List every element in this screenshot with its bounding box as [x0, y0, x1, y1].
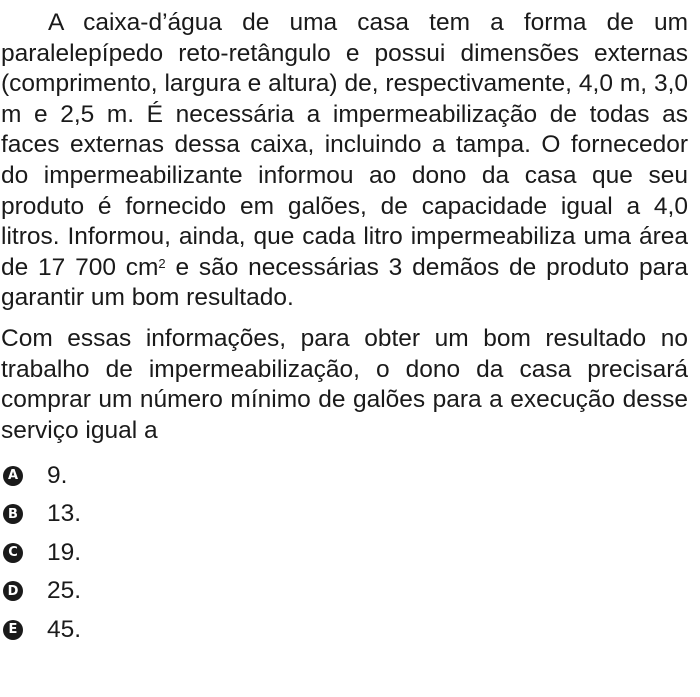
option-a-text: 9.	[47, 461, 68, 489]
option-a-letter-icon: A	[3, 466, 23, 486]
option-d[interactable]	[1, 572, 688, 611]
statement-text: A caixa-d’água de uma casa tem a forma de um paralelepípedo reto-retângulo e possui dimensões externas (comprimento, largura e altura) de, respectivamente, 4,0 m, 3,0 m e 2,5 m. É necessária a impermeabilização de todas as faces externas dessa caixa, incluindo a tampa. O fornecedor do impermeabilizante informou ao dono da casa que seu produto é fornecido em galões, de capacidade igual a 4,0 litros. Informou, ainda, que cada litro impermeabiliza uma área de 17 700 cm	[1, 9, 688, 281]
option-a[interactable]	[1, 456, 688, 495]
option-c[interactable]	[1, 533, 688, 572]
option-d-text: 25.	[47, 577, 82, 605]
question-statement	[1, 8, 688, 314]
option-e[interactable]	[1, 610, 688, 649]
statement-text-end: e são necessárias 3 demãos de produto para garantir um bom resultado.	[1, 253, 689, 312]
option-d-letter-icon: D	[3, 581, 23, 601]
option-b-text: 13.	[47, 500, 82, 528]
option-e-letter-icon: E	[3, 620, 23, 640]
question-prompt: Com essas informações, para obter um bom resultado no trabalho de impermeabilização, o dono da casa precisará comprar um número mínimo de galões para a execução desse serviço igual a	[1, 324, 688, 444]
option-c-letter-icon: C	[3, 543, 23, 563]
option-b-letter-icon: B	[3, 504, 23, 524]
square-unit-superscript: 2	[158, 255, 166, 271]
option-c-text: 19.	[47, 538, 82, 566]
answer-options	[1, 456, 688, 649]
option-b[interactable]	[1, 495, 688, 534]
option-e-text: 45.	[47, 615, 82, 643]
